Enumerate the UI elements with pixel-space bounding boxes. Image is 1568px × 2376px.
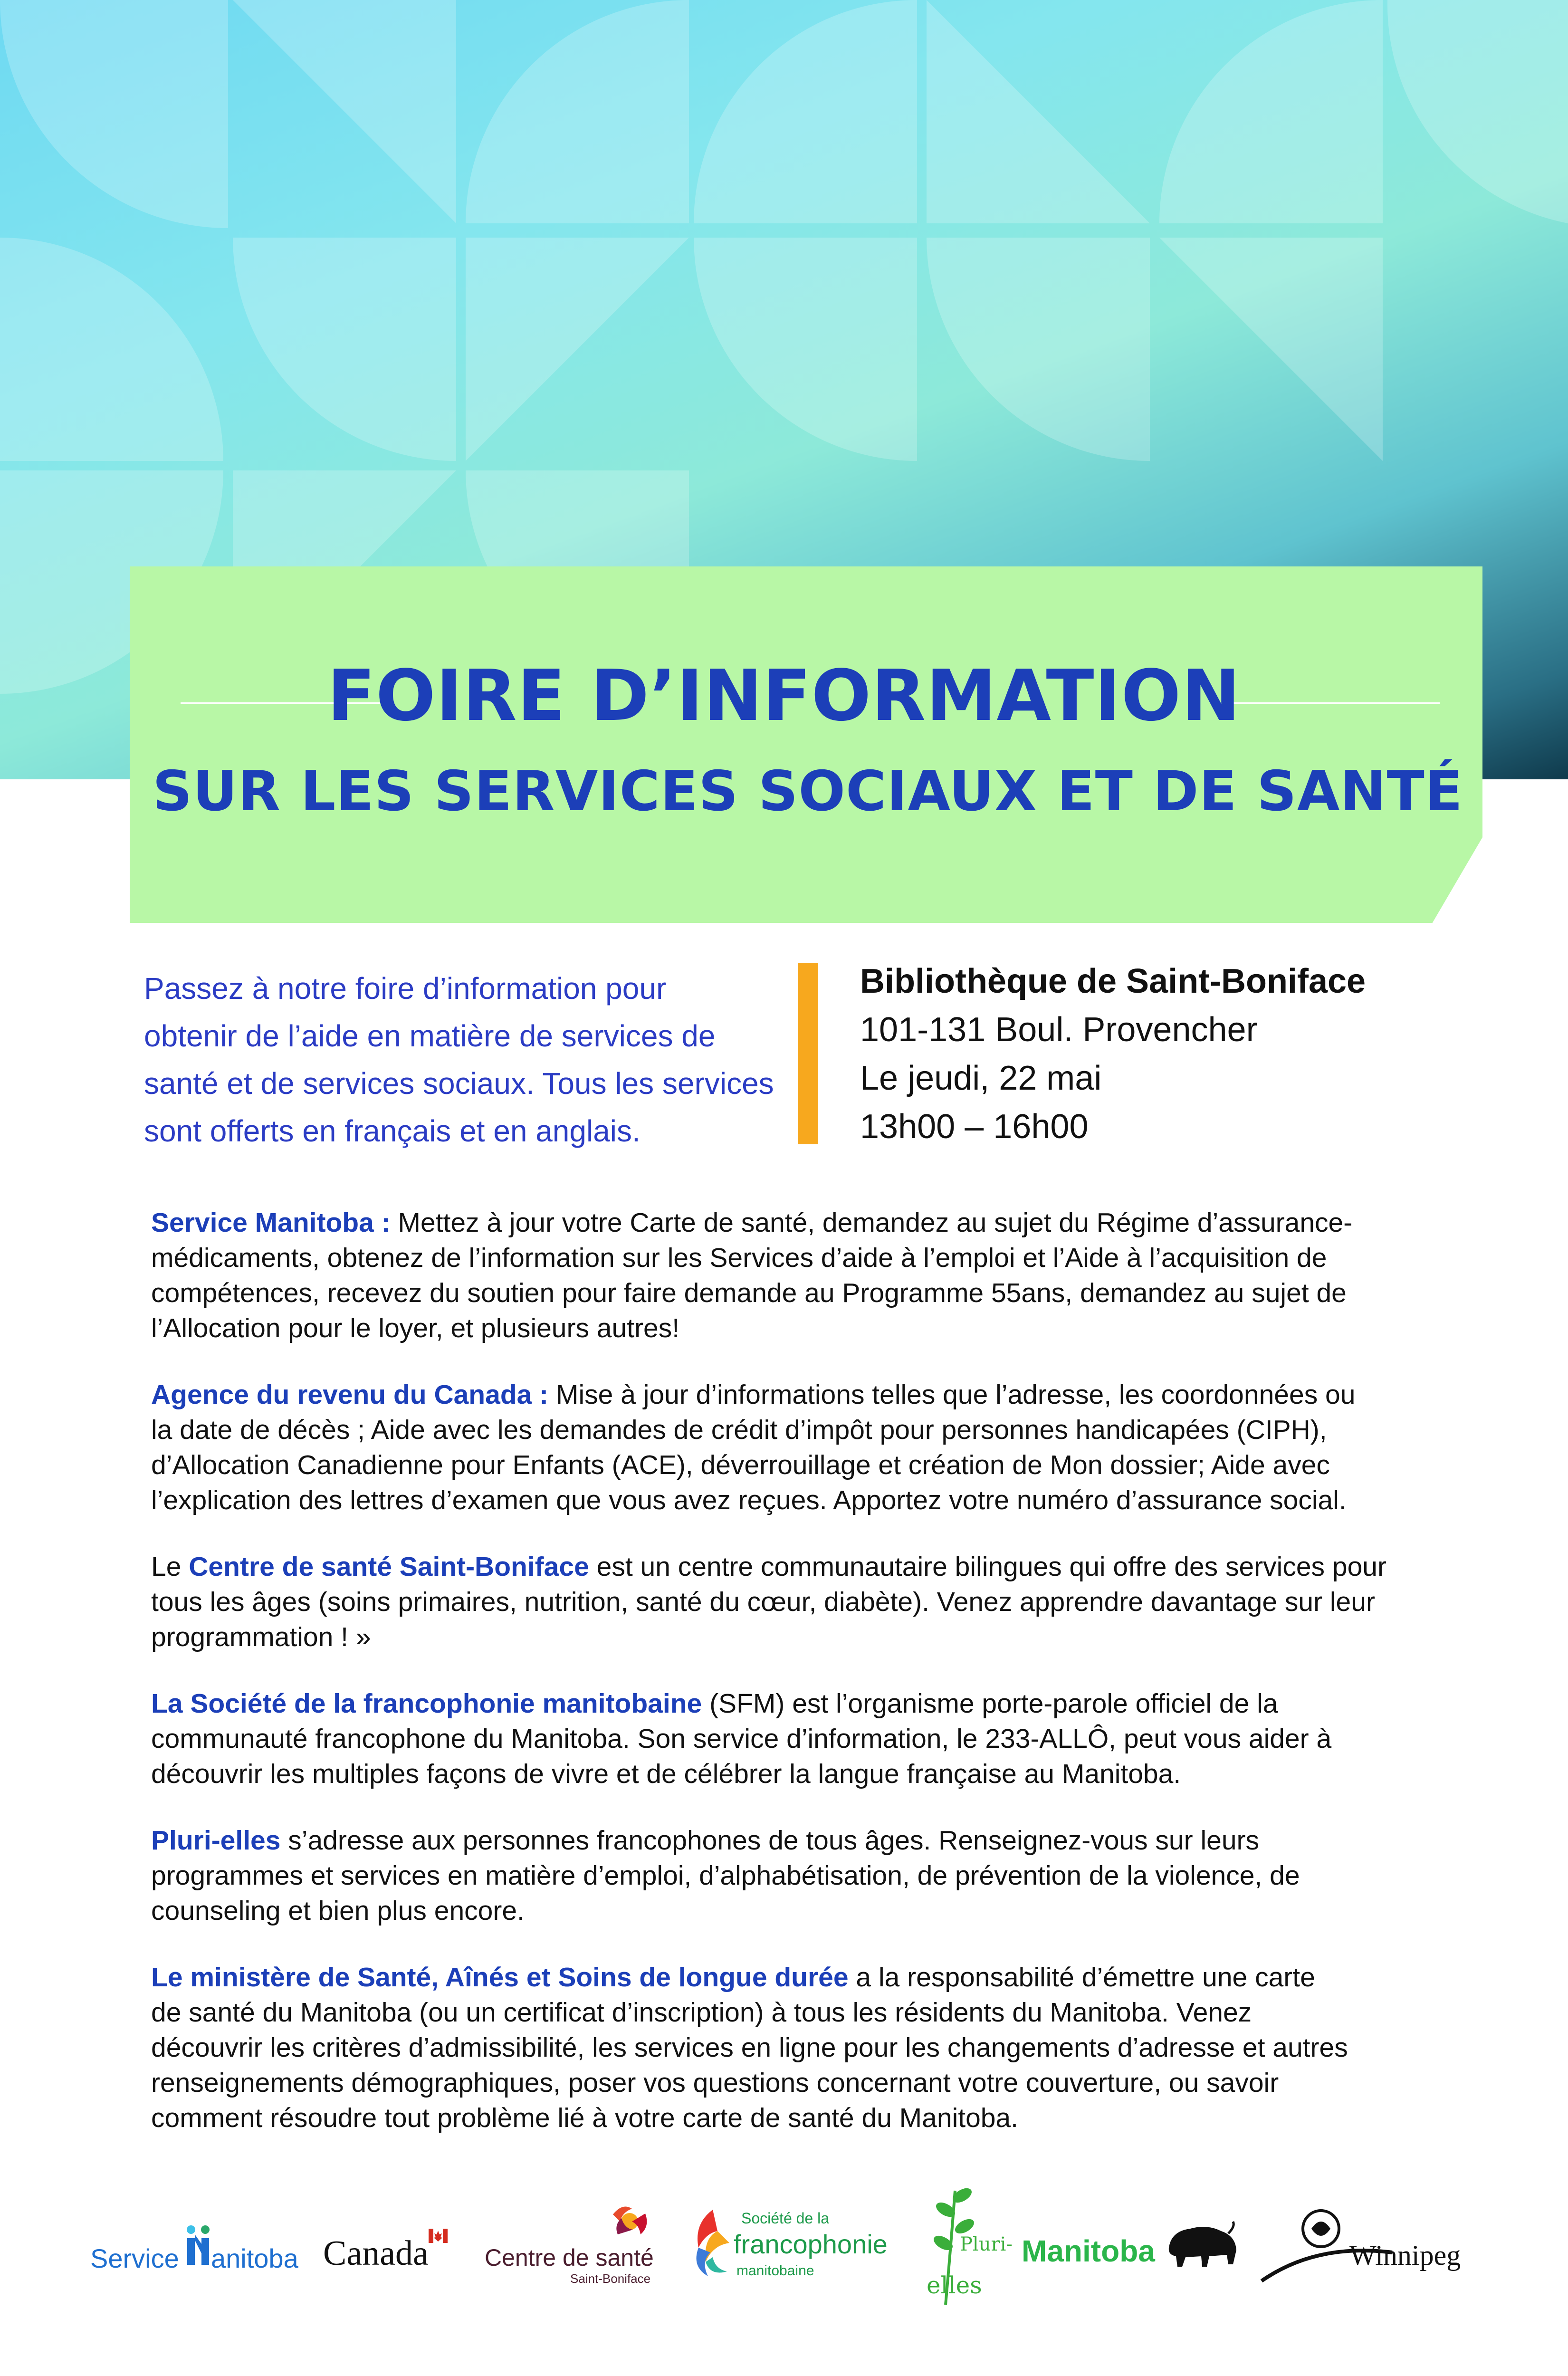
page-subtitle: SUR LES SERVICES SOCIAUX ET DE SANTÉ [153, 759, 1463, 824]
paragraph-text: comment résoudre tout problème lié à votre carte de santé du Manitoba. [151, 2103, 1019, 2133]
centre-de-sante-logo [485, 2200, 665, 2286]
paragraph-text: compétences, recevez du soutien pour faire demande au Programme 55ans, demandez au sujet de [151, 1278, 1347, 1308]
logo-text: elles [927, 2271, 982, 2299]
services-list [151, 1205, 1396, 2167]
paragraph-text: s’adresse aux personnes francophones de tous âges. Renseignez-vous sur leurs [280, 1825, 1259, 1856]
logo-subtext: Saint-Boniface [570, 2271, 651, 2286]
intro-line: santé et de services sociaux. Tous les services [144, 1066, 774, 1101]
sfm-logo [684, 2200, 908, 2295]
paragraph-text: d’Allocation Canadienne pour Enfants (ACE), déverrouillage et création de Mon dossier; Aide avec [151, 1450, 1330, 1480]
venue-info [860, 957, 1525, 1151]
manitoba-logo [1022, 2210, 1245, 2281]
sfm-flame-icon [684, 2205, 736, 2281]
paragraph-text: la date de décès ; Aide avec les demandes de crédit d’impôt pour personnes handicapées (CIPH), [151, 1415, 1327, 1445]
pluri-elles-logo [917, 2181, 1012, 2309]
paragraph-lead: Le [151, 1552, 189, 1582]
intro-line: Passez à notre foire d’information pour [144, 971, 667, 1006]
paragraph-text: programmation ! » [151, 1622, 371, 1652]
logo-text: anitoba [211, 2243, 298, 2273]
paragraph-text: découvrir les multiples façons de vivre et de célébrer la langue française au Manitoba. [151, 1759, 1181, 1789]
paragraph-text: découvrir les critères d’admissibilité, les services en ligne pour les changements d’adresse et autres [151, 2032, 1348, 2063]
logo-text: francophonie [734, 2229, 888, 2259]
paragraph-text: programmes et services en matière d’emploi, d’alphabétisation, de prévention de la violence, de [151, 1860, 1300, 1891]
venue-name: Bibliothèque de Saint-Boniface [860, 962, 1366, 1000]
event-date: Le jeudi, 22 mai [860, 1059, 1102, 1097]
intro-text [144, 965, 804, 1155]
org-name: Le ministère de Santé, Aînés et Soins de longue durée [151, 1962, 849, 1993]
service-paragraph [151, 1205, 1396, 1346]
logo-subtext: manitobaine [736, 2263, 814, 2279]
partner-logos [0, 2181, 1568, 2314]
service-paragraph [151, 1549, 1396, 1655]
people-icon [184, 2225, 213, 2268]
logo-text: Pluri- [960, 2233, 1013, 2255]
paragraph-text: Mettez à jour votre Carte de santé, demandez au sujet du Régime d’assurance- [390, 1207, 1353, 1238]
paragraph-text: médicaments, obtenez de l’information sur les Services d’aide à l’emploi et l’Aide à l’acquisition de [151, 1243, 1327, 1273]
org-name: La Société de la francophonie manitobaine [151, 1688, 702, 1719]
venue-accent-bar [798, 963, 818, 1144]
paragraph-text: (SFM) est l’organisme porte-parole officiel de la [702, 1688, 1278, 1719]
paragraph-text: a la responsabilité d’émettre une carte [848, 1962, 1315, 1993]
paragraph-text: Mise à jour d’informations telles que l’adresse, les coordonnées ou [548, 1380, 1356, 1410]
paragraph-text: l’explication des lettres d’examen que vous avez reçues. Apportez votre numéro d’assurance social. [151, 1485, 1347, 1515]
service-paragraph [151, 1686, 1396, 1792]
logo-text: Canada [323, 2234, 429, 2273]
org-name: Pluri-elles [151, 1825, 281, 1856]
paragraph-text: counseling et bien plus encore. [151, 1896, 525, 1926]
logo-text: Winnipeg [1349, 2240, 1461, 2271]
intro-line: sont offerts en français et en anglais. [144, 1114, 641, 1148]
paragraph-text: tous les âges (soins primaires, nutrition, santé du cœur, diabète). Venez apprendre davantage sur leur [151, 1587, 1375, 1617]
canada-wordmark-logo [323, 2214, 461, 2271]
service-paragraph [151, 1960, 1396, 2136]
event-time: 13h00 – 16h00 [860, 1108, 1089, 1146]
logo-text: Centre de santé [485, 2244, 654, 2271]
logo-subtext: Société de la [741, 2210, 830, 2227]
org-name: Agence du revenu du Canada : [151, 1380, 549, 1410]
venue-address: 101-131 Boul. Provencher [860, 1011, 1258, 1049]
service-manitoba-logo [90, 2219, 298, 2286]
page-title: FOIRE D’INFORMATION [327, 655, 1241, 737]
org-name: Centre de santé Saint-Boniface [189, 1552, 589, 1582]
service-paragraph [151, 1377, 1396, 1518]
canada-flag-icon [429, 2229, 448, 2243]
service-paragraph [151, 1823, 1396, 1928]
paragraph-text: de santé du Manitoba (ou un certificat d’inscription) à tous les résidents du Manitoba. Venez [151, 1997, 1252, 2028]
org-name: Service Manitoba : [151, 1207, 391, 1238]
logo-text: Service [90, 2243, 179, 2273]
winnipeg-logo [1259, 2200, 1487, 2295]
paragraph-text: communauté francophone du Manitoba. Son service d’information, le 233-ALLÔ, peut vous aider à [151, 1724, 1332, 1754]
bison-icon [1164, 2219, 1240, 2271]
paragraph-text: renseignements démographiques, poser vos questions concernant votre couverture, ou savoir [151, 2068, 1279, 2098]
paragraph-text: l’Allocation pour le loyer, et plusieurs autres! [151, 1313, 680, 1343]
intro-line: obtenir de l’aide en matière de services de [144, 1019, 716, 1053]
logo-text: Manitoba [1022, 2234, 1155, 2268]
title-panel [130, 566, 1482, 923]
paragraph-text: est un centre communautaire bilingues qui offre des services pour [589, 1552, 1386, 1582]
hands-icon [603, 2200, 656, 2243]
